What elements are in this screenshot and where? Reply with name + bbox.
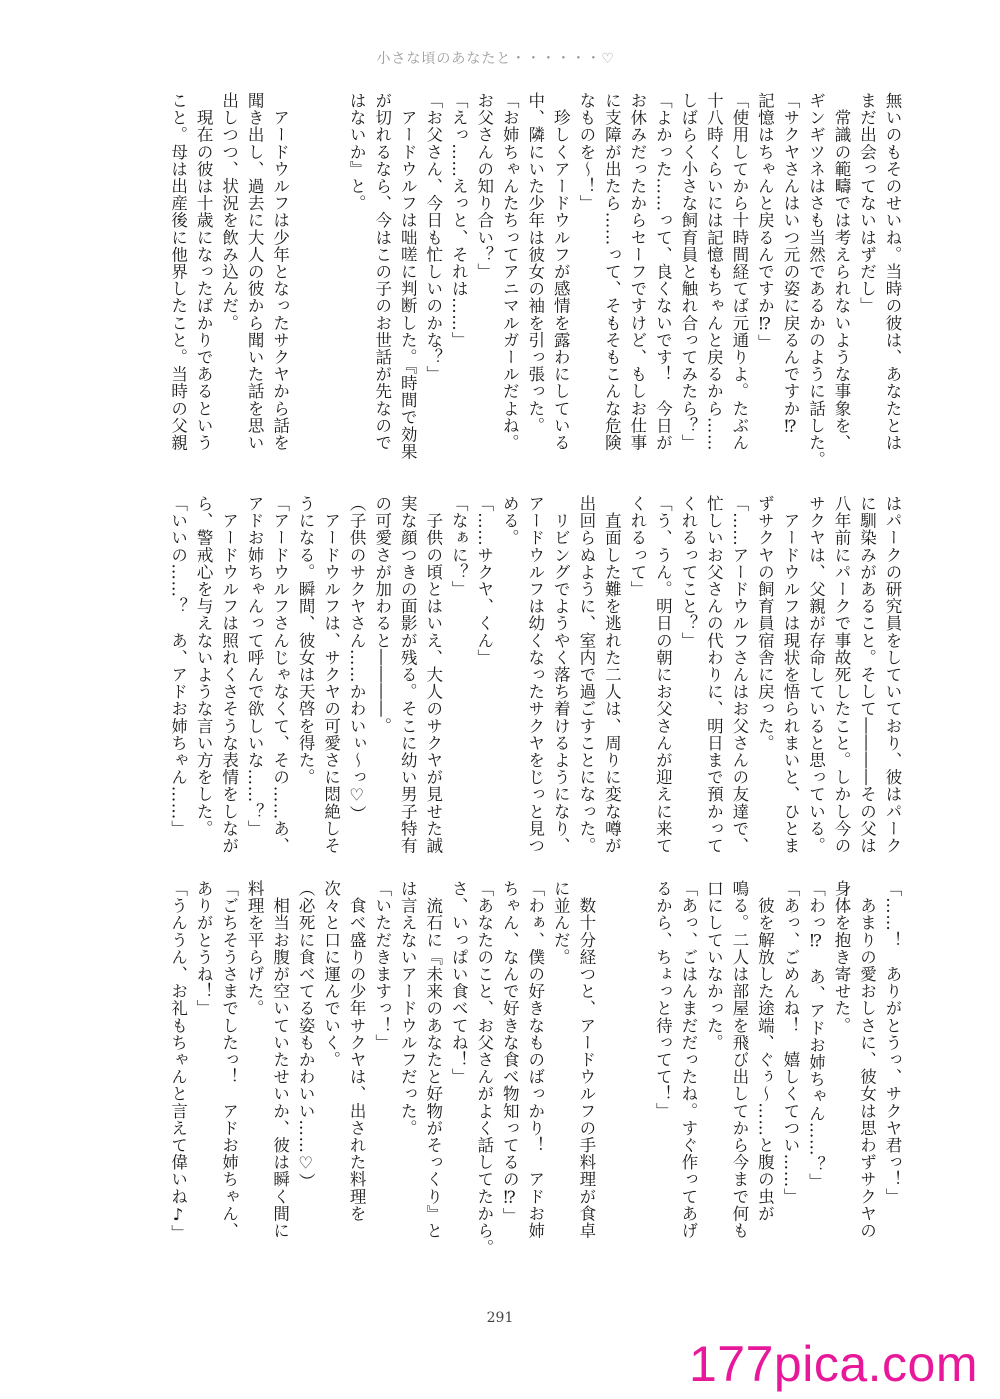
text-column: 聞き出し、過去に大人の彼から聞いた話を思い — [245, 92, 265, 452]
text-column — [621, 880, 645, 1260]
text-column: ありがとうね！」 — [194, 880, 214, 1017]
text-column: アードウルフは少年となったサクヤから話を — [270, 92, 290, 452]
text-column: 十八時くらいには記憶もちゃんと戻るから…… — [704, 92, 724, 452]
text-column: 「うんうん、お礼もちゃんと言えて偉いね♪」 — [168, 880, 188, 1242]
text-column: （子供のサクヤさん……かわいぃ～っ♡） — [347, 495, 367, 823]
text-column — [596, 880, 620, 1260]
text-column: 「いただきますっ！」 — [372, 880, 392, 1051]
text-column: 「ごちそうさまでしたっ！ アドお姉ちゃん、 — [219, 880, 239, 1240]
text-column: 忙しいお父さんの代わりに、明日まで預かって — [704, 495, 724, 855]
text-column: 彼を解放した途端、ぐぅ～……と腹の虫が — [755, 880, 775, 1222]
text-column: ら、警戒心を与えないような言い方をした。 — [194, 495, 214, 837]
text-column: 料理を平らげた。 — [245, 880, 265, 1017]
text-column: 食べ盛りの少年サクヤは、出された料理を — [347, 880, 367, 1222]
text-column — [315, 92, 339, 487]
text-column: 中、隣にいた少年は彼女の袖を引っ張った。 — [525, 92, 545, 434]
text-column: まだ出会ってないはずだし」 — [857, 92, 877, 315]
text-column: が切れるなら、今はこの子のお世話が先なので — [372, 92, 392, 452]
text-column: 鳴る。二人は部屋を飛び出してから今まで何も — [729, 880, 749, 1240]
text-column: 「えっ……えっと、それは……」 — [449, 92, 469, 349]
text-column: 口にしていなかった。 — [704, 880, 724, 1051]
text-column: 「う、うん。明日の朝にお父さんが迎えに来て — [653, 495, 673, 855]
text-tier-top — [160, 92, 900, 487]
text-column: リビングでようやく落ち着けるようになり、 — [551, 495, 571, 855]
text-column — [290, 92, 314, 487]
text-column: こと。母は出産後に他界したこと。当時の父親 — [168, 92, 188, 452]
text-column: 八年前にパークで事故死したこと。しかし今の — [831, 495, 851, 855]
text-column: に馴染みがあること。そして――――その父は — [857, 495, 877, 855]
text-column: 「いいの……？ あ、アドお姉ちゃん……」 — [168, 495, 188, 837]
text-column: ギンギツネはさも当然であるかのように話した。 — [806, 92, 826, 469]
text-column: 「あなたのこと、お父さんがよく話してたから。 — [474, 880, 494, 1257]
text-column: あまりの愛おしさに、彼女は思わずサクヤの — [857, 880, 877, 1240]
text-column: 実な顔つきの面影が残る。そこに幼い男子特有 — [398, 495, 418, 855]
text-column: ちゃん、なんで好きな食べ物知ってるの⁉」 — [500, 880, 520, 1225]
text-column: アードウルフは、サクヤの可愛さに悶絶しそ — [321, 495, 341, 855]
text-column: サクヤは、父親が存命していると思っている。 — [806, 495, 826, 855]
text-column: アードウルフは現状を悟られまいと、ひとま — [780, 495, 800, 855]
text-column: 「……！ ありがとうっ、サクヤ君っ！」 — [883, 880, 902, 1205]
text-column: 「なぁに？」 — [449, 495, 469, 598]
text-column: 記憶はちゃんと戻るんですか⁉」 — [755, 92, 775, 351]
text-column: はパークの研究員をしていており、彼はパーク — [883, 495, 902, 855]
text-column: 現在の彼は十歳になったばかりであるという — [194, 92, 214, 452]
text-column: 常識の範疇では考えられないような事象を、 — [831, 92, 851, 452]
text-column: 「あっ、ごはんまだだったね。すぐ作ってあげ — [678, 880, 698, 1240]
text-column: は言えないアードウルフだった。 — [398, 880, 418, 1137]
text-column: 「使用してから十時間経てば元通りよ。たぶん — [729, 92, 749, 452]
text-column: 「わぁ、僕の好きなものばっかり！ アドお姉 — [525, 880, 545, 1240]
text-column: 「よかった……って、良くないです！ 今日が — [653, 92, 673, 452]
text-column: 身体を抱き寄せた。 — [831, 880, 851, 1034]
text-column: お父さんの知り合い？」 — [474, 92, 494, 281]
text-column: お休みだったからセーフですけど、もしお仕事 — [627, 92, 647, 452]
text-column: 「アードウルフさんじゃなくて、その……あ、 — [270, 495, 290, 855]
text-column: アードウルフは照れくさそうな表情をしなが — [219, 495, 239, 855]
text-column: はないか』と。 — [347, 92, 367, 212]
text-column: に支障が出たら……って、そもそもこんな危険 — [602, 92, 622, 452]
text-tier-bottom — [160, 880, 900, 1260]
text-column: 無いのもそのせいね。当時の彼は、あなたとは — [883, 92, 902, 452]
text-column: しばらく小さな飼育員と触れ合ってみたら？」 — [678, 92, 698, 452]
text-column: 珍しくアードウルフが感情を露わにしている — [551, 92, 571, 452]
text-column: 「あっ、ごめんね！ 嬉しくてつい……」 — [780, 880, 800, 1205]
text-column: 「……サクヤ、くん」 — [474, 495, 494, 666]
text-column: うになる。瞬間、彼女は天啓を得た。 — [296, 495, 316, 786]
text-column: （必死に食べてる姿もかわいい……♡） — [296, 880, 316, 1191]
text-column: に並んだ。 — [551, 880, 571, 966]
text-column: アードウルフは咄嗟に判断した。『時間で効果 — [398, 92, 418, 460]
page-number: 291 — [486, 1310, 514, 1326]
text-column: 流石に『未来のあなたと好物がそっくり』と — [423, 880, 443, 1240]
text-column: なものを～！」 — [576, 92, 596, 212]
text-column: の可愛さが加わると――――。 — [372, 495, 392, 735]
text-column: さ、いっぱい食べてね！」 — [449, 880, 469, 1086]
text-column: 次々と口に運んでいく。 — [321, 880, 341, 1069]
text-column: アードウルフは幼くなったサクヤをじっと見つ — [525, 495, 545, 855]
text-column: 「サクヤさんはいつ元の姿に戻るんですか⁉ — [780, 92, 800, 437]
text-column: 数十分経つと、アードウルフの手料理が食卓 — [576, 880, 596, 1240]
running-title: 小さな頃のあなたと・・・・・・♡ — [376, 51, 615, 67]
text-column: 子供の頃とはいえ、大人のサクヤが見せた誠 — [423, 495, 443, 855]
text-column: 「わっ⁉ あ、アドお姉ちゃん……？」 — [806, 880, 826, 1191]
text-column: める。 — [500, 495, 520, 547]
text-column: 「……アードウルフさんはお父さんの友達で、 — [729, 495, 749, 855]
text-column: 相当お腹が空いていたせいか、彼は瞬く間に — [270, 880, 290, 1240]
text-column: くれるってこと？」 — [678, 495, 698, 649]
text-column: 直面した難を逃れた二人は、周りに変な噂が — [602, 495, 622, 855]
text-column: くれるって」 — [627, 495, 647, 598]
text-column: 出しつつ、状況を飲み込んだ。 — [219, 92, 239, 332]
text-column: 出回らぬように、室内で過ごすことになった。 — [576, 495, 596, 855]
text-column: 「お父さん、今日も忙しいのかな？」 — [423, 92, 443, 383]
text-column: るから、ちょっと待ってて！」 — [653, 880, 673, 1120]
text-column: 「お姉ちゃんたちってアニマルガールだよね。 — [500, 92, 520, 452]
text-column: ずサクヤの飼育員宿舎に戻った。 — [755, 495, 775, 752]
text-column: アドお姉ちゃんって呼んで欲しいな……？」 — [245, 495, 265, 837]
watermark-logo: 177pica.com — [689, 1336, 978, 1392]
text-tier-middle — [160, 495, 900, 875]
